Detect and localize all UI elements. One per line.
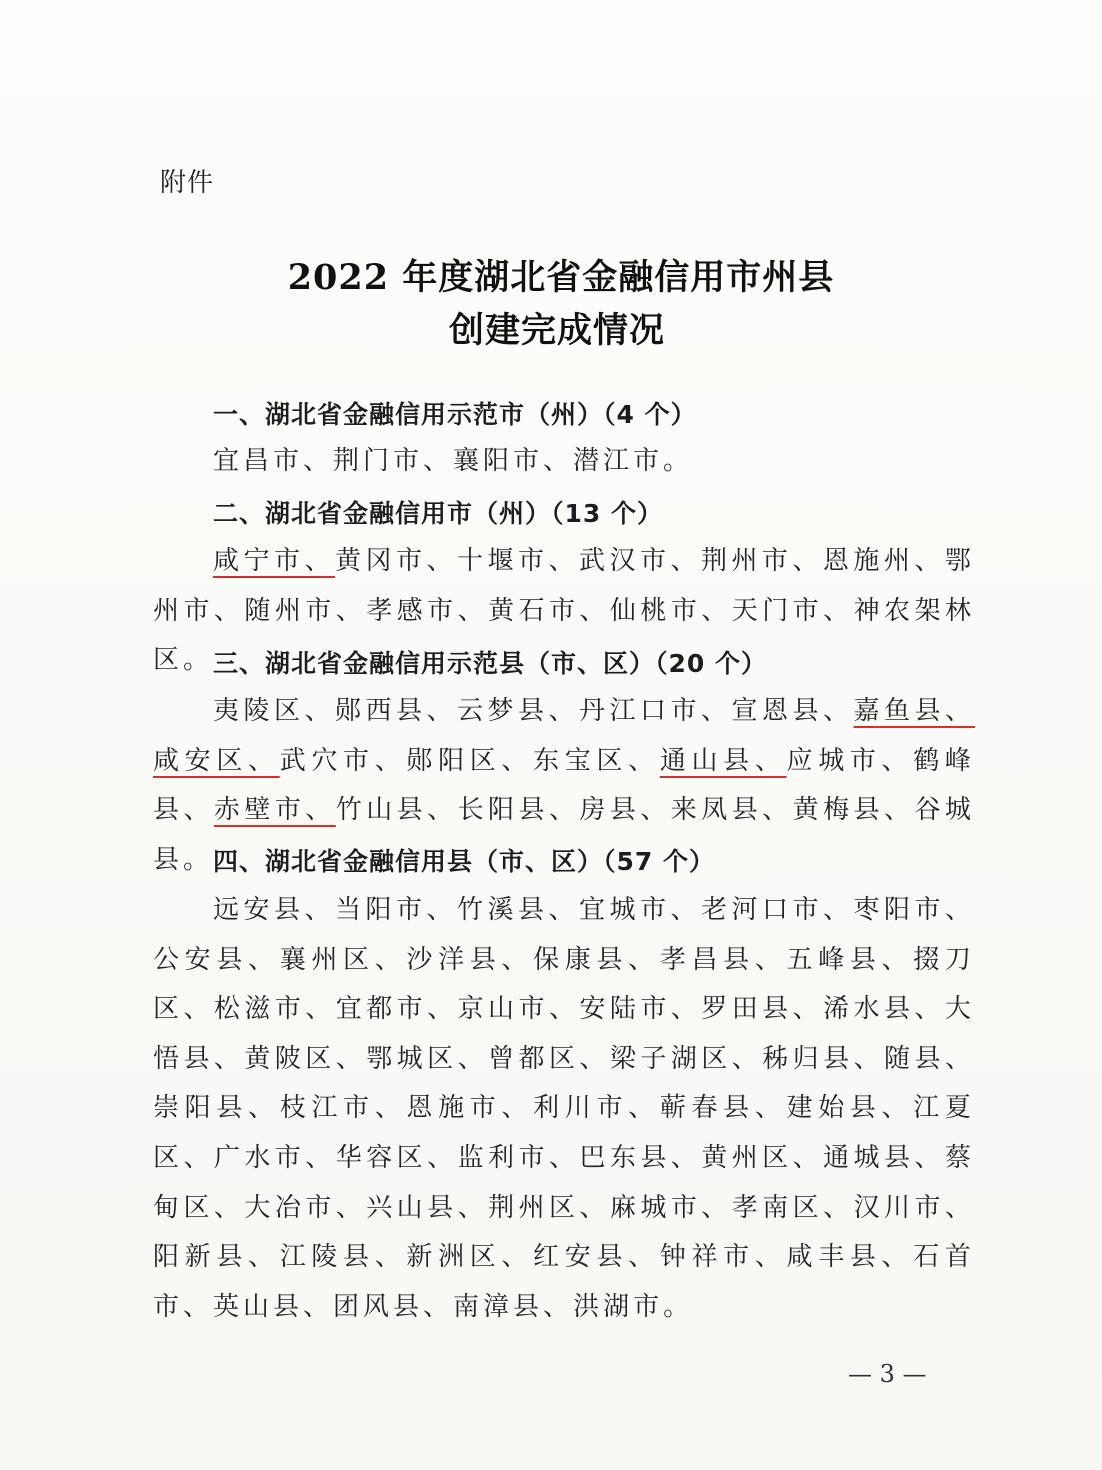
list-item: 武汉市、 <box>578 546 701 576</box>
list-item: 宣恩县、 <box>731 696 854 726</box>
list-item: 东宝区、 <box>533 745 660 776</box>
list-item: 宜城市、 <box>579 895 701 925</box>
list-item: 浠水县、 <box>823 994 945 1025</box>
list-item: 老河口市、 <box>701 895 854 925</box>
list-item: 保康县、 <box>533 944 660 975</box>
list-item: 竹山县、 <box>335 795 458 826</box>
list-item: 郧西县、 <box>335 696 457 726</box>
list-item: 恩施市、 <box>406 1093 534 1124</box>
list-item: 蕲春县、 <box>659 1093 787 1124</box>
list-item: 枣阳市、 <box>853 895 975 925</box>
list-item: 长阳县、 <box>457 795 580 826</box>
list-item: 宜昌市、 <box>213 446 334 476</box>
list-item: 武穴市、 <box>279 745 407 776</box>
document-title-line2: 创建完成情况 <box>448 310 665 351</box>
list-item: 仙桃市、 <box>609 595 732 626</box>
list-item: 广水市、 <box>213 1142 336 1173</box>
list-item: 房县、 <box>579 795 671 826</box>
list-item: 江陵县、 <box>279 1242 407 1273</box>
list-item: 红安县、 <box>533 1242 660 1273</box>
list-item: 远安县、 <box>213 895 335 925</box>
section-4-list <box>153 886 975 1332</box>
list-item: 神农架林区。 <box>153 595 975 676</box>
list-item: 宜都市、 <box>335 994 458 1025</box>
list-item: 黄州区、 <box>701 1142 824 1173</box>
list-item: 沙洋县、 <box>406 944 534 975</box>
list-item: 监利市、 <box>457 1142 580 1173</box>
list-item: 枝江市、 <box>279 1093 407 1124</box>
list-item: 兴山县、 <box>366 1192 489 1223</box>
list-item: 公安县、 <box>153 944 280 975</box>
list-item: 石首市、 <box>153 1242 975 1322</box>
list-item: 随州市、 <box>244 595 367 626</box>
list-item: 英山县、 <box>213 1291 334 1322</box>
list-item: 曾都区、 <box>488 1043 610 1074</box>
list-item: 黄石市、 <box>488 595 610 626</box>
list-item: 荆门市、 <box>333 446 454 476</box>
list-item: 华容区、 <box>335 1142 458 1173</box>
list-item: 鄂州市、 <box>153 546 975 626</box>
list-item: 当阳市、 <box>335 895 457 925</box>
list-item: 咸丰县、 <box>786 1242 914 1273</box>
list-item: 黄梅县、 <box>792 795 915 826</box>
list-item: 荆州市、 <box>700 546 823 576</box>
section-2-heading: 二、湖北省金融信用市（州）（13 个） <box>213 499 663 528</box>
list-item: 咸宁市、 <box>213 546 335 576</box>
list-item: 洪湖市。 <box>573 1291 694 1322</box>
list-item: 鄂城区、 <box>366 1043 489 1074</box>
section-4-heading: 四、湖北省金融信用县（市、区）（57 个） <box>213 847 715 876</box>
list-item: 咸安区、 <box>153 745 280 776</box>
list-item: 孝昌县、 <box>659 944 787 975</box>
list-item: 嘉鱼县、 <box>853 696 975 726</box>
list-item: 新洲区、 <box>406 1242 534 1273</box>
list-item: 掇刀区、 <box>153 944 975 1025</box>
list-item: 丹江口市、 <box>579 696 732 726</box>
list-item: 来凤县、 <box>670 795 793 826</box>
list-item: 大冶市、 <box>244 1192 367 1223</box>
document-title-line1: 2022 年度湖北省金融信用市州县 <box>287 257 835 298</box>
list-item: 京山市、 <box>457 994 580 1025</box>
list-item: 崇阳县、 <box>153 1093 280 1124</box>
page-number: — 3 — <box>848 1360 927 1388</box>
list-item: 荆州区、 <box>488 1192 610 1223</box>
section-1-list <box>213 437 975 487</box>
list-item: 黄陂区、 <box>244 1043 367 1074</box>
list-item: 通城县、 <box>823 1142 945 1173</box>
list-item: 秭归县、 <box>762 1043 885 1074</box>
list-item: 利川市、 <box>533 1093 660 1124</box>
section-3-heading: 三、湖北省金融信用示范县（市、区）（20 个） <box>213 649 767 678</box>
list-item: 天门市、 <box>731 595 854 626</box>
list-item: 建始县、 <box>786 1093 914 1124</box>
list-item: 襄阳市、 <box>453 446 574 476</box>
list-item: 团风县、 <box>333 1291 454 1322</box>
list-item: 汉川市、 <box>853 1192 975 1223</box>
list-item: 竹溪县、 <box>457 895 579 925</box>
list-item: 襄州区、 <box>279 944 407 975</box>
list-item: 潜江市。 <box>573 446 694 476</box>
list-item: 恩施州、 <box>822 546 945 576</box>
list-item: 十堰市、 <box>456 546 579 576</box>
list-item: 夷陵区、 <box>213 696 335 726</box>
list-item: 随县、 <box>884 1043 975 1074</box>
list-item: 松滋市、 <box>213 994 336 1025</box>
list-item: 江夏区、 <box>153 1093 975 1173</box>
list-item: 大悟县、 <box>153 994 975 1074</box>
list-item: 郧阳区、 <box>406 745 534 776</box>
list-item: 阳新县、 <box>153 1242 280 1273</box>
section-1-heading: 一、湖北省金融信用示范市（州）（4 个） <box>213 400 697 429</box>
list-item: 钟祥市、 <box>659 1242 787 1273</box>
list-item: 安陆市、 <box>579 994 702 1025</box>
list-item: 云梦县、 <box>457 696 579 726</box>
list-item: 孝感市、 <box>366 595 489 626</box>
attachment-label: 附件 <box>160 168 215 198</box>
list-item: 罗田县、 <box>701 994 824 1025</box>
list-item: 梁子湖区、 <box>609 1043 763 1074</box>
list-item: 南漳县、 <box>453 1291 574 1322</box>
list-item: 赤壁市、 <box>213 795 336 826</box>
list-item: 谷城县。 <box>153 795 975 875</box>
list-item: 孝南区、 <box>731 1192 854 1223</box>
list-item: 麻城市、 <box>609 1192 732 1223</box>
list-item: 蔡甸区、 <box>153 1142 975 1223</box>
list-item: 鹤峰县、 <box>153 745 975 826</box>
list-item: 巴东县、 <box>579 1142 702 1173</box>
list-item: 通山县、 <box>659 745 787 776</box>
list-item: 黄冈市、 <box>334 546 457 576</box>
list-item: 五峰县、 <box>786 944 914 975</box>
list-item: 应城市、 <box>786 745 914 776</box>
